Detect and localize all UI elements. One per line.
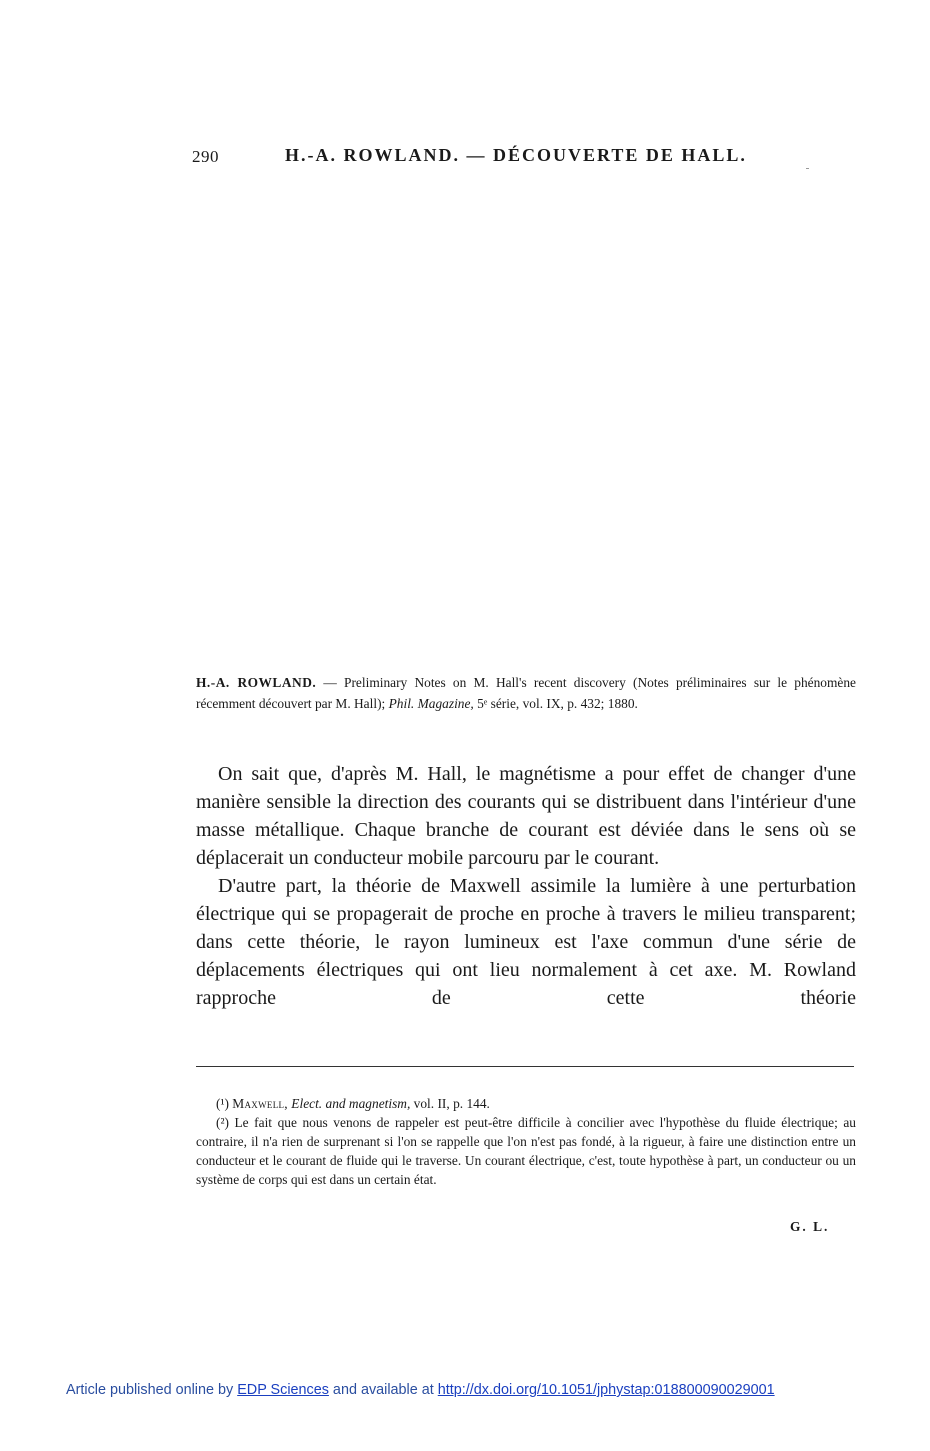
- footnote-1-rest: vol. II, p. 144.: [410, 1096, 490, 1111]
- reference-text: — Preliminary Notes on M. Hall's recent discovery (Notes préliminaires sur le phénomène récemment découvert par M. Hall);: [196, 675, 856, 711]
- footnotes: [196, 1094, 856, 1189]
- body-paragraph-2: D'autre part, la théorie de Maxwell assimile la lumière à une perturbation électrique qui se propagerait de proche en proche à travers le milieu transparent; dans cette théorie, le rayon lumineux est l'axe commun d'une série de déplacements électriques qui ont lieu normalement à cet axe. M. Rowland rapproche de cette théorie: [196, 875, 856, 1009]
- publisher-middle: and available at: [328, 1382, 438, 1398]
- reference-journal: Phil. Magazine,: [388, 696, 474, 711]
- running-header: [192, 143, 782, 169]
- footnote-2: [196, 1113, 856, 1189]
- footnote-1: [196, 1094, 856, 1113]
- footnote-2-text: Le fait que nous venons de rappeler est peut-être difficile à concilier avec l'hypothèse du fluide électrique; au contraire, il n'a rien de surprenant si l'on se rappelle que l'on n'est pas fondé, à la rigueur, à faire une distinction entre un conducteur et le courant de fluide qui le traverse. Un courant électrique, c'est, toute hypothèse à part, un conducteur ou un système de corps qui est dans un certain état.: [196, 1115, 856, 1187]
- body-paragraph-1: On sait que, d'après M. Hall, le magnétisme a pour effet de changer d'une manière sensible la direction des courants qui se distribuent dans l'intérieur d'une masse métallique. Chaque branche de courant est déviée dans le sens où se déplacerait un conducteur mobile parcouru par le courant.: [196, 763, 856, 869]
- publisher-link[interactable]: EDP Sciences: [237, 1382, 329, 1398]
- publisher-notice: [66, 1382, 866, 1398]
- scan-mark: [806, 168, 809, 169]
- footnote-1-author: Maxwell,: [232, 1096, 288, 1111]
- running-title: H.-A. ROWLAND. — DÉCOUVERTE DE HALL.: [285, 145, 747, 165]
- reference-details: 5ᵉ série, vol. IX, p. 432; 1880.: [473, 696, 638, 711]
- article-body: [196, 760, 856, 1012]
- publisher-prefix: Article published online by: [66, 1382, 238, 1398]
- footnote-2-marker: (²): [216, 1115, 229, 1130]
- footnote-signature: G. L.: [790, 1219, 830, 1234]
- page-number: 290: [192, 147, 219, 166]
- reference-author: H.-A. ROWLAND.: [196, 675, 317, 690]
- footnote-1-title: Elect. and magnetism,: [291, 1096, 411, 1111]
- doi-link[interactable]: http://dx.doi.org/10.1051/jphystap:018800090029001: [437, 1382, 775, 1398]
- footnote-1-marker: (¹): [216, 1096, 229, 1111]
- bibliographic-reference: [196, 672, 856, 714]
- footnote-divider: [196, 1066, 854, 1067]
